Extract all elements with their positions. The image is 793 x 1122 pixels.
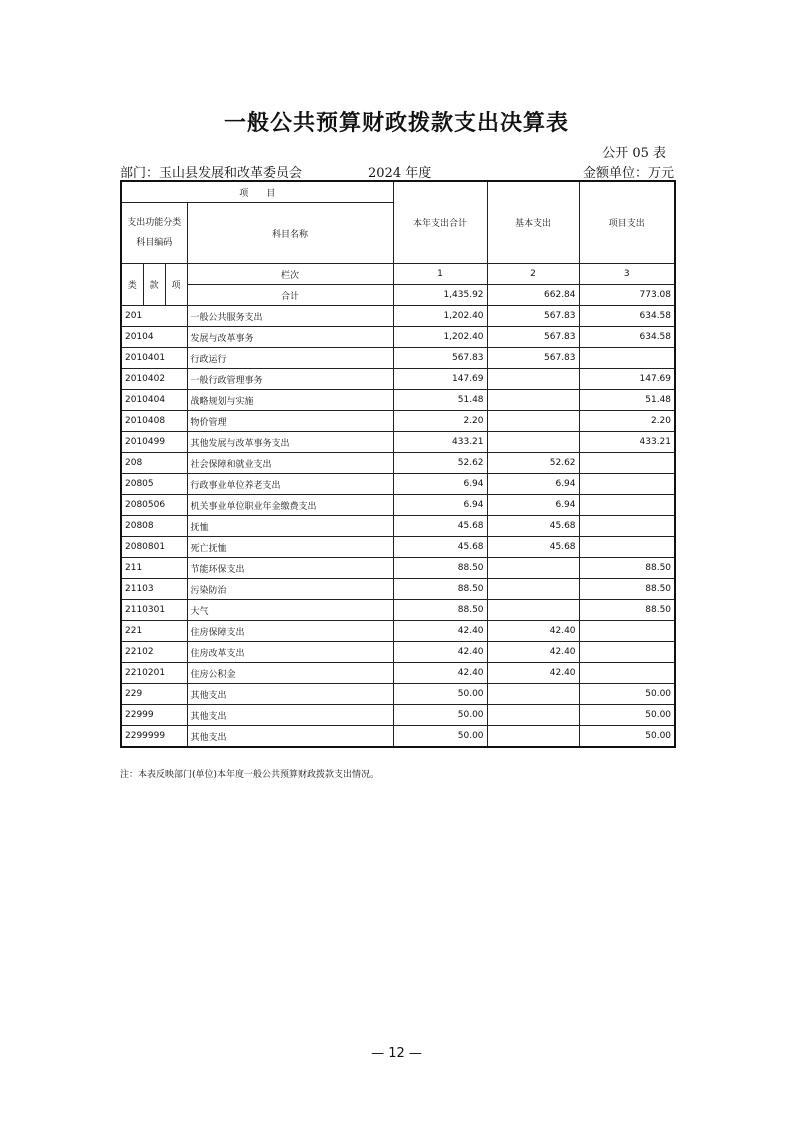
row-name: 一般行政管理事务	[187, 369, 393, 390]
row-name: 节能环保支出	[187, 558, 393, 579]
row-total: 88.50	[393, 600, 487, 621]
row-name: 其他支出	[187, 705, 393, 726]
header-project: 项目支出	[579, 181, 675, 264]
table-row	[121, 684, 675, 705]
row-code: 211	[121, 558, 187, 579]
row-total: 1,202.40	[393, 327, 487, 348]
row-project: 50.00	[579, 684, 675, 705]
row-code: 229	[121, 684, 187, 705]
row-code: 20104	[121, 327, 187, 348]
row-basic: 6.94	[487, 495, 579, 516]
table-row	[121, 705, 675, 726]
row-total: 88.50	[393, 558, 487, 579]
row-basic: 45.68	[487, 537, 579, 558]
row-basic	[487, 432, 579, 453]
row-basic: 42.40	[487, 642, 579, 663]
row-total: 50.00	[393, 726, 487, 748]
table-row	[121, 327, 675, 348]
form-number: 公开 05 表	[602, 146, 666, 161]
table-row	[121, 495, 675, 516]
header-kuan: 款	[143, 264, 165, 306]
row-code: 2010499	[121, 432, 187, 453]
expenditure-table	[120, 180, 676, 748]
row-total: 52.62	[393, 453, 487, 474]
row-basic	[487, 726, 579, 748]
total-total: 1,435.92	[393, 285, 487, 306]
header-xiang: 项	[165, 264, 187, 306]
header-row-lanci	[121, 264, 675, 285]
header-lanci: 栏次	[187, 264, 393, 285]
row-project: 50.00	[579, 726, 675, 748]
table-row	[121, 453, 675, 474]
row-project: 634.58	[579, 306, 675, 327]
row-basic	[487, 390, 579, 411]
row-basic	[487, 600, 579, 621]
row-name: 其他支出	[187, 684, 393, 705]
footnote: 注：本表反映部门(单位)本年度一般公共预算财政拨款支出情况。	[120, 770, 380, 780]
row-project: 88.50	[579, 558, 675, 579]
row-code: 22999	[121, 705, 187, 726]
row-project: 433.21	[579, 432, 675, 453]
row-project: 51.48	[579, 390, 675, 411]
row-project: 634.58	[579, 327, 675, 348]
row-basic	[487, 579, 579, 600]
row-basic: 52.62	[487, 453, 579, 474]
row-total: 1,202.40	[393, 306, 487, 327]
table-row	[121, 432, 675, 453]
table-row	[121, 390, 675, 411]
row-name: 其他支出	[187, 726, 393, 748]
row-total: 45.68	[393, 516, 487, 537]
row-code: 20805	[121, 474, 187, 495]
row-basic	[487, 369, 579, 390]
table-row	[121, 558, 675, 579]
row-total: 50.00	[393, 684, 487, 705]
total-label: 合计	[187, 285, 393, 306]
table-row	[121, 726, 675, 748]
header-name: 科目名称	[187, 203, 393, 264]
row-name: 住房保障支出	[187, 621, 393, 642]
row-basic: 567.83	[487, 306, 579, 327]
meta-row	[120, 162, 674, 180]
row-name: 行政运行	[187, 348, 393, 369]
row-name: 行政事业单位养老支出	[187, 474, 393, 495]
row-project	[579, 453, 675, 474]
header-basic: 基本支出	[487, 181, 579, 264]
row-name: 发展与改革事务	[187, 327, 393, 348]
row-code: 221	[121, 621, 187, 642]
row-code: 208	[121, 453, 187, 474]
row-code: 2010404	[121, 390, 187, 411]
row-name: 社会保障和就业支出	[187, 453, 393, 474]
row-project: 2.20	[579, 411, 675, 432]
table-row	[121, 621, 675, 642]
row-name: 住房改革支出	[187, 642, 393, 663]
header-col2: 2	[487, 264, 579, 285]
row-code: 21103	[121, 579, 187, 600]
table-row	[121, 516, 675, 537]
row-project	[579, 474, 675, 495]
total-basic: 662.84	[487, 285, 579, 306]
row-project	[579, 537, 675, 558]
row-code: 2110301	[121, 600, 187, 621]
row-basic	[487, 684, 579, 705]
row-name: 物价管理	[187, 411, 393, 432]
row-project: 50.00	[579, 705, 675, 726]
table-row	[121, 348, 675, 369]
table-row	[121, 642, 675, 663]
row-code: 201	[121, 306, 187, 327]
row-project	[579, 348, 675, 369]
unit-label: 金额单位：万元	[582, 166, 674, 181]
row-code: 2010402	[121, 369, 187, 390]
row-total: 88.50	[393, 579, 487, 600]
row-code: 2299999	[121, 726, 187, 748]
row-project	[579, 621, 675, 642]
row-total: 51.48	[393, 390, 487, 411]
row-name: 其他发展与改革事务支出	[187, 432, 393, 453]
row-name: 机关事业单位职业年金缴费支出	[187, 495, 393, 516]
department-label: 部门：玉山县发展和改革委员会	[120, 166, 303, 181]
table-row	[121, 600, 675, 621]
header-code: 支出功能分类科目编码	[121, 203, 187, 264]
header-item: 项 目	[121, 181, 393, 203]
header-row-item	[121, 181, 675, 203]
row-basic: 42.40	[487, 621, 579, 642]
document-title: 一般公共预算财政拨款支出决算表	[223, 110, 569, 136]
table-row	[121, 411, 675, 432]
row-project	[579, 642, 675, 663]
row-total: 6.94	[393, 474, 487, 495]
row-total: 6.94	[393, 495, 487, 516]
row-project: 88.50	[579, 579, 675, 600]
row-project	[579, 516, 675, 537]
table-row	[121, 579, 675, 600]
row-basic	[487, 705, 579, 726]
row-total: 45.68	[393, 537, 487, 558]
year-label: 2024 年度	[368, 166, 432, 181]
row-code: 2010401	[121, 348, 187, 369]
total-project: 773.08	[579, 285, 675, 306]
table-row	[121, 537, 675, 558]
row-name: 住房公积金	[187, 663, 393, 684]
row-basic	[487, 558, 579, 579]
row-total: 42.40	[393, 621, 487, 642]
row-code: 2010408	[121, 411, 187, 432]
row-basic: 45.68	[487, 516, 579, 537]
row-total: 433.21	[393, 432, 487, 453]
header-total: 本年支出合计	[393, 181, 487, 264]
row-name: 污染防治	[187, 579, 393, 600]
row-code: 2210201	[121, 663, 187, 684]
row-project: 147.69	[579, 369, 675, 390]
row-basic: 42.40	[487, 663, 579, 684]
row-total: 2.20	[393, 411, 487, 432]
table-row	[121, 474, 675, 495]
row-name: 抚恤	[187, 516, 393, 537]
total-row	[121, 285, 675, 306]
row-project	[579, 663, 675, 684]
row-basic: 6.94	[487, 474, 579, 495]
row-name: 战略规划与实施	[187, 390, 393, 411]
row-total: 50.00	[393, 705, 487, 726]
row-total: 42.40	[393, 663, 487, 684]
row-name: 死亡抚恤	[187, 537, 393, 558]
table-row	[121, 306, 675, 327]
header-col1: 1	[393, 264, 487, 285]
table-row	[121, 663, 675, 684]
row-code: 2080801	[121, 537, 187, 558]
row-name: 大气	[187, 600, 393, 621]
row-project: 88.50	[579, 600, 675, 621]
row-code: 22102	[121, 642, 187, 663]
header-lei: 类	[121, 264, 143, 306]
row-total: 567.83	[393, 348, 487, 369]
row-code: 2080506	[121, 495, 187, 516]
header-col3: 3	[579, 264, 675, 285]
page-number: — 12 —	[371, 1046, 422, 1061]
row-basic: 567.83	[487, 348, 579, 369]
table-row	[121, 369, 675, 390]
row-code: 20808	[121, 516, 187, 537]
row-basic	[487, 411, 579, 432]
row-project	[579, 495, 675, 516]
row-total: 147.69	[393, 369, 487, 390]
row-total: 42.40	[393, 642, 487, 663]
row-basic: 567.83	[487, 327, 579, 348]
row-name: 一般公共服务支出	[187, 306, 393, 327]
